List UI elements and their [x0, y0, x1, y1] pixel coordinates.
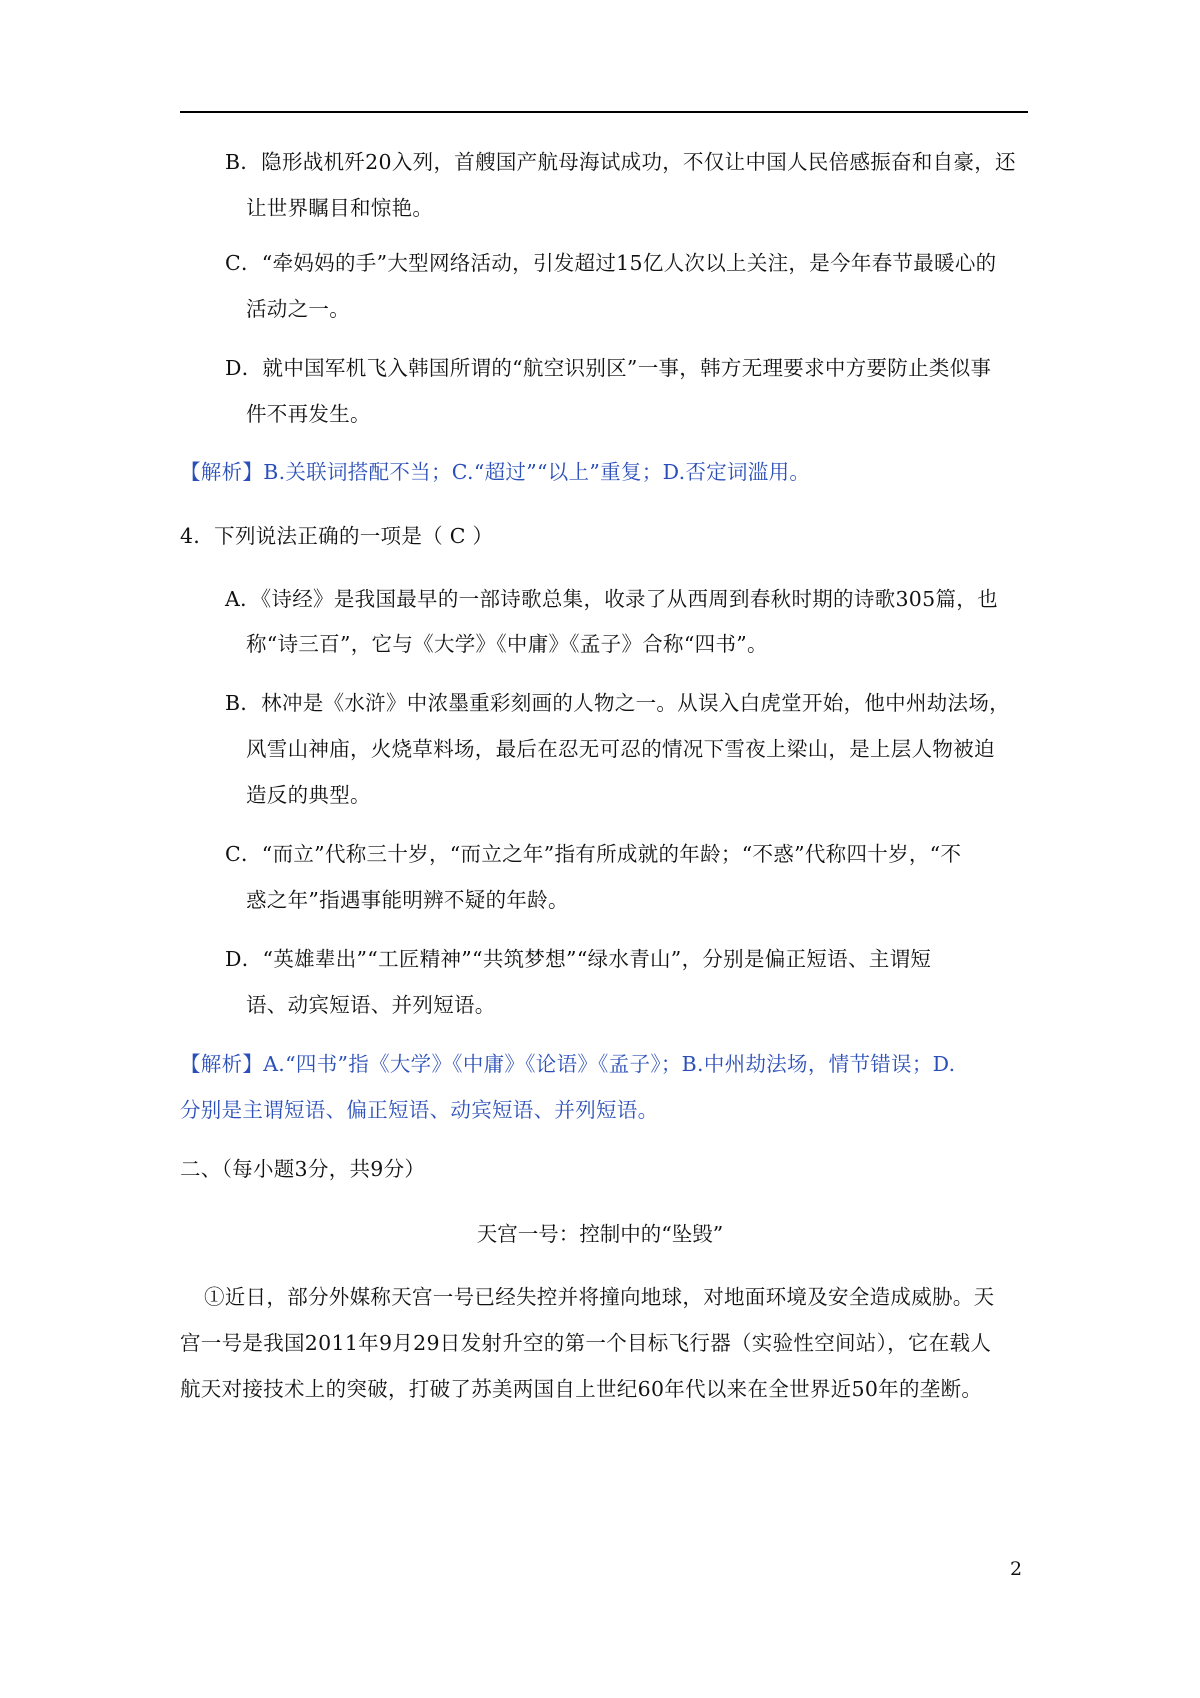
q4-analysis-line2: 分别是主谓短语、偏正短语、动宾短语、并列短语。: [180, 1098, 659, 1122]
q4-option-b-line3: 造反的典型。: [246, 783, 371, 807]
q4-option-d-line2: 语、动宾短语、并列短语。: [246, 993, 496, 1017]
q4-option-c-line1: C．“而立”代称三十岁，“而立之年”指有所成就的年龄；“不惑”代称四十岁，“不: [225, 842, 962, 866]
q3-option-c-line1: C．“牵妈妈的手”大型网络活动，引发超过15亿人次以上关注，是今年春节最暖心的: [225, 251, 997, 275]
q4-analysis-line1: 【解析】A.“四书”指《大学》《中庸》《论语》《孟子》；B.中州劫法场，情节错误；D.: [180, 1052, 956, 1076]
passage-para1-line1: ①近日，部分外媒称天宫一号已经失控并将撞向地球，对地面环境及安全造成威胁。天: [204, 1285, 995, 1309]
q3-option-d-line1: D．就中国军机飞入韩国所谓的“航空识别区”一事，韩方无理要求中方要防止类似事: [225, 356, 992, 380]
q3-option-c-line2: 活动之一。: [246, 297, 350, 321]
q4-option-a-line2: 称“诗三百”，它与《大学》《中庸》《孟子》合称“四书”。: [246, 632, 768, 656]
q4-option-c-line2: 惑之年”指遇事能明辨不疑的年龄。: [246, 888, 569, 912]
q3-option-d-line2: 件不再发生。: [246, 402, 371, 426]
q4-stem: 4．下列说法正确的一项是（ C ）: [180, 524, 494, 548]
header-rule: [180, 111, 1028, 113]
q3-option-b-line2: 让世界瞩目和惊艳。: [246, 196, 434, 220]
q4-option-b-line1: B．林冲是《水浒》中浓墨重彩刻画的人物之一。从误入白虎堂开始，他中州劫法场，: [225, 691, 1010, 715]
page-number: 2: [1010, 1558, 1023, 1580]
passage-para1-line2: 宫一号是我国2011年9月29日发射升空的第一个目标飞行器（实验性空间站），它在载人: [180, 1331, 992, 1355]
q4-option-d-line1: D．“英雄辈出”“工匠精神”“共筑梦想”“绿水青山”，分别是偏正短语、主谓短: [225, 947, 932, 971]
q3-analysis: 【解析】B.关联词搭配不当；C.“超过”“以上”重复；D.否定词滥用。: [180, 460, 811, 484]
passage-para1-line3: 航天对接技术上的突破，打破了苏美两国自上世纪60年代以来在全世界近50年的垄断。: [180, 1377, 983, 1401]
passage-title: 天宫一号：控制中的“坠毁”: [476, 1222, 724, 1246]
q3-option-b-line1: B．隐形战机歼20入列，首艘国产航母海试成功，不仅让中国人民倍感振奋和自豪，还: [225, 150, 1016, 174]
q4-option-b-line2: 风雪山神庙，火烧草料场，最后在忍无可忍的情况下雪夜上梁山，是上层人物被迫: [246, 737, 995, 761]
section2-heading: 二、（每小题3分，共9分）: [180, 1157, 426, 1181]
q4-option-a-line1: A．《诗经》是我国最早的一部诗歌总集，收录了从西周到春秋时期的诗歌305篇，也: [225, 587, 998, 611]
